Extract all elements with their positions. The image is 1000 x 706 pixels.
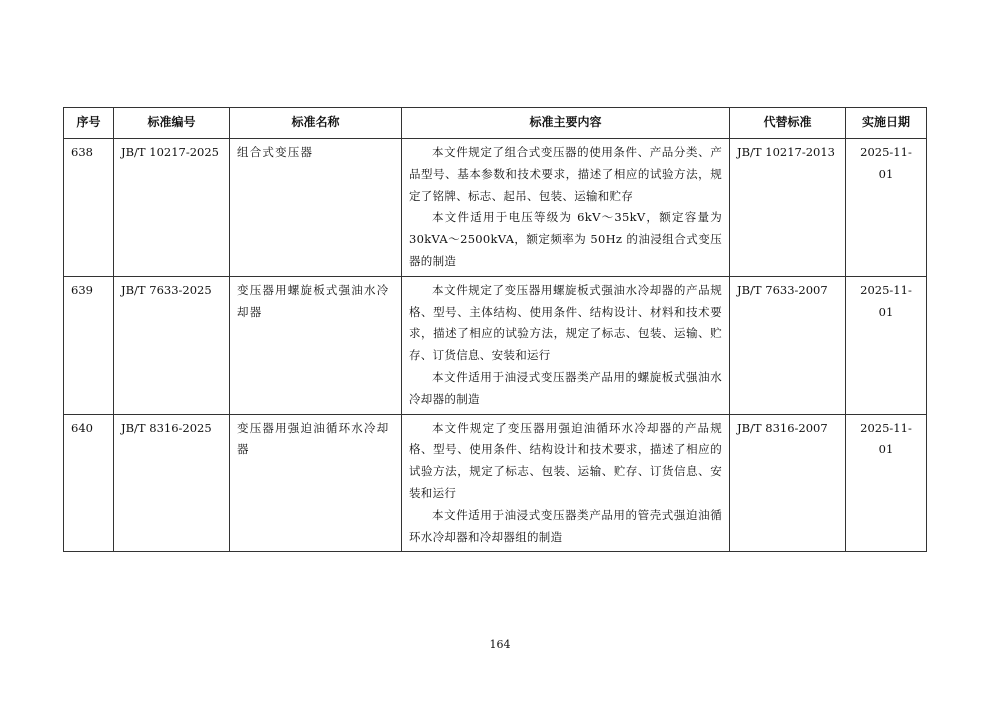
header-name: 标准名称 xyxy=(230,108,402,139)
content-paragraph: 本文件规定了组合式变压器的使用条件、产品分类、产品型号、基本参数和技术要求，描述了相应的试验方法，规定了铭牌、标志、起吊、包装、运输和贮存 xyxy=(409,145,722,203)
content-paragraph: 本文件规定了变压器用强迫油循环水冷却器的产品规格、型号、使用条件、结构设计和技术要求，描述了相应的试验方法，规定了标志、包装、运输、贮存、订货信息、安装和运行 xyxy=(409,420,722,500)
header-code: 标准编号 xyxy=(114,108,230,139)
content-paragraph: 本文件适用于油浸式变压器类产品用的管壳式强迫油循环水冷却器和冷却器组的制造 xyxy=(409,507,722,544)
table-header-row xyxy=(64,108,927,139)
header-date: 实施日期 xyxy=(846,108,927,139)
page-number: 164 xyxy=(489,638,511,651)
cell-seq: 640 xyxy=(64,414,114,552)
cell-content xyxy=(402,139,730,277)
cell-date: 2025-11-01 xyxy=(846,414,927,552)
cell-name: 变压器用螺旋板式强油水冷却器 xyxy=(230,276,402,414)
table-row xyxy=(64,139,927,277)
standards-table xyxy=(63,107,927,552)
cell-seq: 638 xyxy=(64,139,114,277)
cell-code: JB/T 10217-2025 xyxy=(114,139,230,277)
cell-name: 变压器用强迫油循环水冷却器 xyxy=(230,414,402,552)
content-paragraph: 本文件规定了变压器用螺旋板式强油水冷却器的产品规格、型号、主体结构、使用条件、结构设计、材料和技术要求，描述了相应的试验方法，规定了标志、包装、运输、贮存、订货信息、安装和运行 xyxy=(409,282,722,363)
content-paragraph: 本文件适用于油浸式变压器类产品用的螺旋板式强油水冷却器的制造 xyxy=(409,369,722,406)
cell-content xyxy=(402,276,730,414)
cell-date: 2025-11-01 xyxy=(846,276,927,414)
table-row xyxy=(64,276,927,414)
header-replaces: 代替标准 xyxy=(730,108,846,139)
cell-replaces: JB/T 7633-2007 xyxy=(730,276,846,414)
header-seq: 序号 xyxy=(64,108,114,139)
cell-seq: 639 xyxy=(64,276,114,414)
cell-code: JB/T 8316-2025 xyxy=(114,414,230,552)
cell-replaces: JB/T 8316-2007 xyxy=(730,414,846,552)
cell-date: 2025-11-01 xyxy=(846,139,927,277)
cell-name: 组合式变压器 xyxy=(230,139,402,277)
cell-content xyxy=(402,414,730,552)
content-paragraph: 本文件适用于电压等级为 6kV～35kV，额定容量为 30kVA～2500kVA，额定频率为 50Hz 的油浸组合式变压器的制造 xyxy=(409,210,722,268)
table-row xyxy=(64,414,927,552)
header-content: 标准主要内容 xyxy=(402,108,730,139)
cell-code: JB/T 7633-2025 xyxy=(114,276,230,414)
cell-replaces: JB/T 10217-2013 xyxy=(730,139,846,277)
